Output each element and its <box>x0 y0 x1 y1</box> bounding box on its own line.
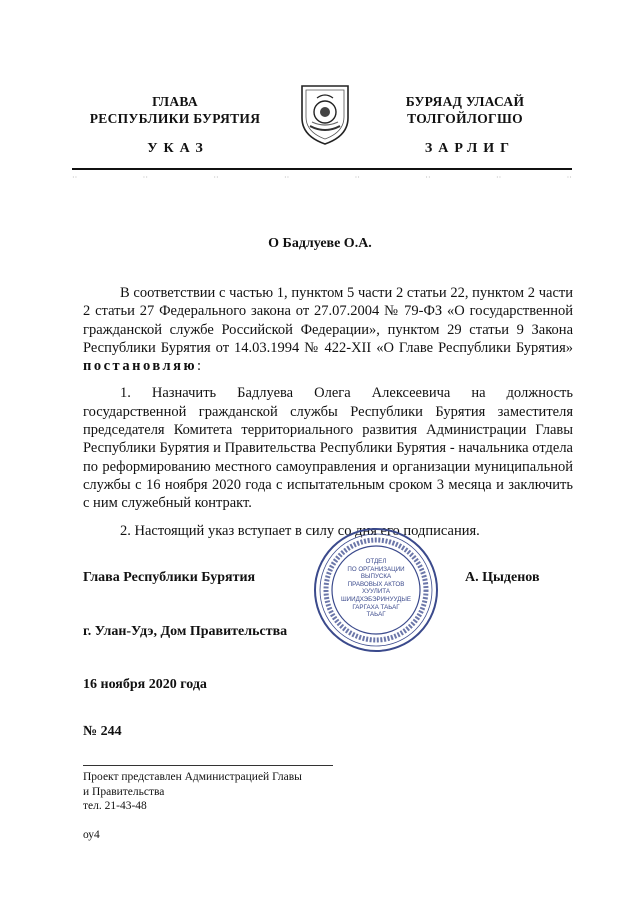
footer-line-3: тел. 21-43-48 <box>83 800 147 812</box>
stamp-center-text <box>338 558 414 619</box>
decree-keyword: постановляю <box>83 358 198 375</box>
preamble-text: В соответствии с частью 1, пунктом 5 части 2 статьи 22, пунктом 2 части 2 статьи 27 Федерального закона от 27.07.2004 № 79-ФЗ «О государственной гражданской службе Российской Федерации», пунктом 29 статьи 9 Закона Республики Бурятия от 14.03.1994 № 422-XII «О Главе Республики Бурятия» <box>83 285 573 356</box>
footer-note <box>83 770 302 814</box>
signatory-name: А. Цыденов <box>465 570 540 585</box>
official-stamp <box>312 526 440 654</box>
footer-divider <box>83 765 333 766</box>
stamp-line: ПО ОРГАНИЗАЦИИ <box>347 565 405 573</box>
paragraph-item-1: 1. Назначить Бадлуева Олега Алексеевича на должность государственной гражданской службы Республики Бурятия заместителя председателя Комитета территориального развития Администрации Главы Республики Бурятия и Правительства Республики Бурятия - начальника отдела по реформированию местного самоуправления и организации муниципальной службы с 16 ноября 2020 года с испытательным сроком 3 месяца и заключить с ним служебный контракт. <box>83 385 573 512</box>
header-dotted-line: ·· ·· ·· ·· ·· ·· ·· ·· <box>72 173 572 182</box>
header-divider <box>72 168 572 170</box>
header-right-line1: БУРЯАД УЛАСАЙ <box>405 94 525 109</box>
stamp-line: ОТДЕЛ <box>365 558 387 565</box>
signing-date: 16 ноября 2020 года <box>83 677 207 692</box>
header-left-line2: РЕСПУБЛИКИ БУРЯТИЯ <box>89 111 261 126</box>
header-left-line1: ГЛАВА <box>152 94 198 109</box>
footer-line-1: Проект представлен Администрацией Главы <box>83 771 302 783</box>
paragraph-item-2: 2. Настоящий указ вступает в силу со дня его подписания. <box>120 522 480 539</box>
stamp-line: ХУУЛИТА <box>362 588 390 596</box>
stamp-line: ПРАВОВЫХ АКТОВ <box>347 580 405 588</box>
document-body <box>83 284 573 540</box>
coat-of-arms-emblem <box>296 82 354 146</box>
signatory-position: Глава Республики Бурятия <box>83 570 256 585</box>
stamp-line: ВЫПУСКА <box>360 573 392 581</box>
preamble-end: : <box>197 358 202 375</box>
doc-type-ukaz: УКАЗ <box>147 141 209 156</box>
header-left <box>85 93 265 127</box>
stamp-line: ТАЬАГ <box>366 611 386 619</box>
stamp-line: ГАРГАХА ТАЬАГ <box>352 603 400 611</box>
footer-line-2: и Правительства <box>83 785 165 798</box>
footer-code: оу4 <box>83 829 100 841</box>
signing-place: г. Улан-Удэ, Дом Правительства <box>83 624 288 639</box>
paragraph-preamble <box>83 284 573 375</box>
header-right-line2: ТОЛГОЙЛОГШО <box>407 111 523 126</box>
document-title: О Бадлуеве О.А. <box>268 236 372 251</box>
header-right <box>380 93 550 127</box>
doc-type-zarlig: ЗАРЛИГ <box>424 141 516 156</box>
document-number: № 244 <box>83 724 122 739</box>
stamp-line: ШИИДХЭБЭРИНУУДЫЕ <box>341 595 411 603</box>
